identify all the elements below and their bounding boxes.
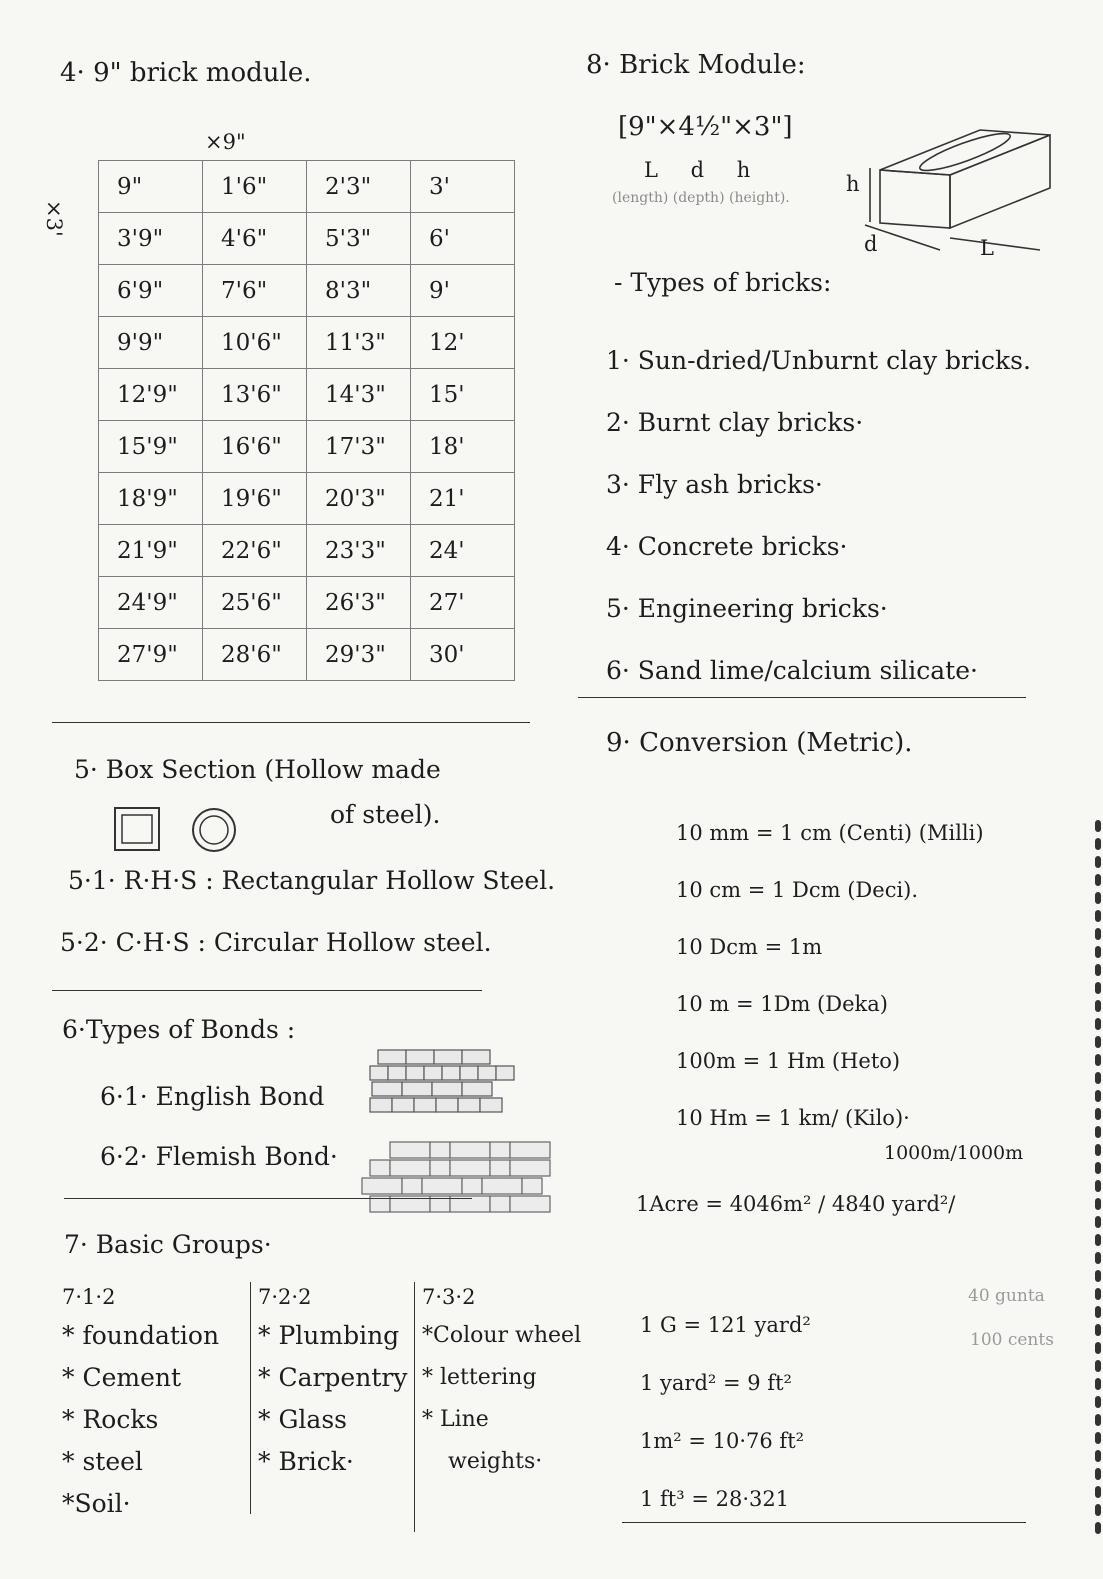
table-cell: 16'6" [203,421,307,473]
table-cell: 30' [411,629,515,681]
table-cell: 5'3" [307,213,411,265]
spiral-ring [1095,1468,1101,1480]
sketch-height-label: h [846,172,860,196]
table-cell: 19'6" [203,473,307,525]
spiral-ring [1095,1018,1101,1030]
section-4-title: 4· 9" brick module. [60,58,312,88]
list-item: * Rocks [62,1405,159,1434]
spiral-ring [1095,1522,1101,1534]
list-item: * lettering [422,1365,537,1390]
group-items [62,1315,252,1525]
divider [578,697,1026,698]
table-cell: 3'9" [99,213,203,265]
table-cell: 29'3" [307,629,411,681]
table-cell: 12' [411,317,515,369]
list-item: 1· Sun-dried/Unburnt clay bricks. [606,346,1031,375]
section-5-title: 5· Box Section (Hollow made [74,755,441,784]
table-cell: 8'3" [307,265,411,317]
spiral-ring [1095,964,1101,976]
spiral-ring [1095,1504,1101,1516]
column-divider [414,1282,415,1532]
spiral-ring [1095,1342,1101,1354]
table-cell: 6'9" [99,265,203,317]
table-cell: 21'9" [99,525,203,577]
table-cell: 28'6" [203,629,307,681]
spiral-ring [1095,892,1101,904]
spiral-ring [1095,1432,1101,1444]
brick-types-list [606,330,1031,702]
list-item: 3· Fly ash bricks· [606,470,823,499]
list-item: 5· Engineering bricks· [606,594,888,623]
section-5-2: 5·2· C·H·S : Circular Hollow steel. [60,928,492,957]
table-cell: 9'9" [99,317,203,369]
types-of-bricks-title: - Types of bricks: [614,268,832,297]
table-row [99,369,515,421]
spiral-ring [1095,1072,1101,1084]
list-item: *Colour wheel [422,1323,582,1348]
spiral-ring [1095,1090,1101,1102]
table-cell: 18' [411,421,515,473]
group-7-3 [422,1285,592,1483]
table-cell: 26'3" [307,577,411,629]
table-cell: 13'6" [203,369,307,421]
dimension-names: (length) (depth) (height). [612,190,790,206]
list-item: * foundation [62,1321,220,1350]
list-item: * Glass [258,1405,347,1434]
table-row [99,629,515,681]
spiral-ring [1095,1000,1101,1012]
brick-module-table [98,160,515,681]
table-row [99,213,515,265]
spiral-ring [1095,1162,1101,1174]
section-6-2: 6·2· Flemish Bond· [100,1142,338,1171]
acre-conversion: 1Acre = 4046m² / 4840 yard²/ [636,1192,956,1216]
spiral-ring [1095,910,1101,922]
table-cell: 9" [99,161,203,213]
list-item: 1 G = 121 yard² [640,1313,811,1337]
table-row [99,265,515,317]
list-item: 1 yard² = 9 ft² [640,1371,792,1395]
list-item: 1m² = 10·76 ft² [640,1429,805,1453]
list-item: 1 ft³ = 28·321 [640,1487,790,1511]
area-units-list [640,1296,811,1528]
list-item: 10 Dcm = 1m [676,935,823,959]
table-row [99,577,515,629]
table-cell: 15'9" [99,421,203,473]
section-6-title: 6·Types of Bonds : [62,1015,296,1044]
conversion-subnote: 1000m/1000m [884,1142,1024,1164]
spiral-ring [1095,1450,1101,1462]
list-item: 10 m = 1Dm (Deka) [676,992,888,1016]
spiral-ring [1095,1198,1101,1210]
spiral-ring [1095,1486,1101,1498]
section-8-title: 8· Brick Module: [586,50,806,80]
spiral-ring [1095,856,1101,868]
list-item: 10 mm = 1 cm (Centi) (Milli) [676,821,984,845]
spiral-ring [1095,1216,1101,1228]
list-item: * Brick· [258,1447,354,1476]
spiral-ring [1095,1414,1101,1426]
group-7-2 [258,1285,423,1483]
flemish-bond-sketch [360,1140,555,1225]
brick-side-face [950,135,1050,228]
dimension-letters: L d h [644,158,751,182]
list-item: 100m = 1 Hm (Heto) [676,1049,901,1073]
hollow-section-sketch [112,805,242,855]
list-item: * Line [422,1407,489,1432]
section-5-title-cont: of steel). [330,800,441,829]
table-cell: 18'9" [99,473,203,525]
spiral-ring [1095,1054,1101,1066]
spiral-ring [1095,1126,1101,1138]
list-item: * Carpentry [258,1363,408,1392]
table-cell: 1'6" [203,161,307,213]
square-hollow-section-inner [122,815,152,843]
table-cell: 27'9" [99,629,203,681]
divider [52,722,530,723]
column-divider [250,1282,251,1514]
table-cell: 11'3" [307,317,411,369]
list-item: 2· Burnt clay bricks· [606,408,864,437]
list-item: * Cement [62,1363,182,1392]
table-cell: 23'3" [307,525,411,577]
table-cell: 27' [411,577,515,629]
spiral-ring [1095,982,1101,994]
divider [622,1522,1026,1523]
table-cell: 3' [411,161,515,213]
table-cell: 21' [411,473,515,525]
list-item: * steel [62,1447,143,1476]
spiral-ring [1095,1252,1101,1264]
circular-hollow-section-inner [200,816,228,844]
table-cell: 20'3" [307,473,411,525]
list-item: weights· [448,1449,543,1474]
side-note-cents: 100 cents [970,1330,1054,1350]
spiral-ring [1095,946,1101,958]
table-row [99,161,515,213]
divider [64,1198,472,1199]
table-cell: 6' [411,213,515,265]
group-head: 7·1·2 [62,1285,116,1309]
table-cell: 14'3" [307,369,411,421]
spiral-ring [1095,1306,1101,1318]
section-9-title: 9· Conversion (Metric). [606,728,913,758]
spiral-ring [1095,1378,1101,1390]
table-row-multiplier: ×3' [42,200,66,237]
list-item: 4· Concrete bricks· [606,532,848,561]
spiral-ring [1095,1396,1101,1408]
table-row [99,421,515,473]
table-cell: 9' [411,265,515,317]
group-7-1 [62,1285,252,1525]
table-cell: 7'6" [203,265,307,317]
spiral-ring [1095,874,1101,886]
spiral-ring [1095,1036,1101,1048]
group-items [258,1315,423,1483]
spiral-ring [1095,1324,1101,1336]
spiral-ring [1095,1360,1101,1372]
group-head: 7·3·2 [422,1285,476,1309]
group-items [422,1315,592,1483]
spiral-ring [1095,820,1101,832]
divider [52,990,482,991]
spiral-ring [1095,1288,1101,1300]
side-note-gunta: 40 gunta [968,1286,1045,1306]
list-item: *Soil· [62,1489,131,1518]
table-cell: 24' [411,525,515,577]
list-item: 10 cm = 1 Dcm (Deci). [676,878,919,902]
spiral-ring [1095,1234,1101,1246]
list-item: 6· Sand lime/calcium silicate· [606,656,978,685]
spiral-ring [1095,928,1101,940]
spiral-ring [1095,1108,1101,1120]
table-cell: 4'6" [203,213,307,265]
conversion-list [676,805,984,1147]
list-item: 10 Hm = 1 km/ (Kilo)· [676,1106,910,1130]
table-row [99,473,515,525]
spiral-ring [1095,1270,1101,1282]
table-cell: 17'3" [307,421,411,473]
spiral-ring [1095,838,1101,850]
table-column-multiplier: ×9" [205,130,246,154]
table-cell: 12'9" [99,369,203,421]
sketch-depth-label: d [864,232,878,256]
section-5-1: 5·1· R·H·S : Rectangular Hollow Steel. [68,866,556,895]
table-row [99,317,515,369]
section-6-1: 6·1· English Bond [100,1082,325,1111]
table-cell: 2'3" [307,161,411,213]
english-bond-sketch [368,1048,523,1120]
brick-end-face [880,170,950,228]
spiral-ring [1095,1144,1101,1156]
table-cell: 22'6" [203,525,307,577]
group-head: 7·2·2 [258,1285,312,1309]
section-7-title: 7· Basic Groups· [64,1230,272,1259]
table-cell: 15' [411,369,515,421]
table-row [99,525,515,577]
table-cell: 10'6" [203,317,307,369]
list-item: * Plumbing [258,1321,400,1350]
brick-dimensions: [9"×4½"×3"] [618,112,793,142]
sketch-length-label: L [980,236,994,260]
spiral-ring [1095,1180,1101,1192]
table-cell: 24'9" [99,577,203,629]
table-cell: 25'6" [203,577,307,629]
